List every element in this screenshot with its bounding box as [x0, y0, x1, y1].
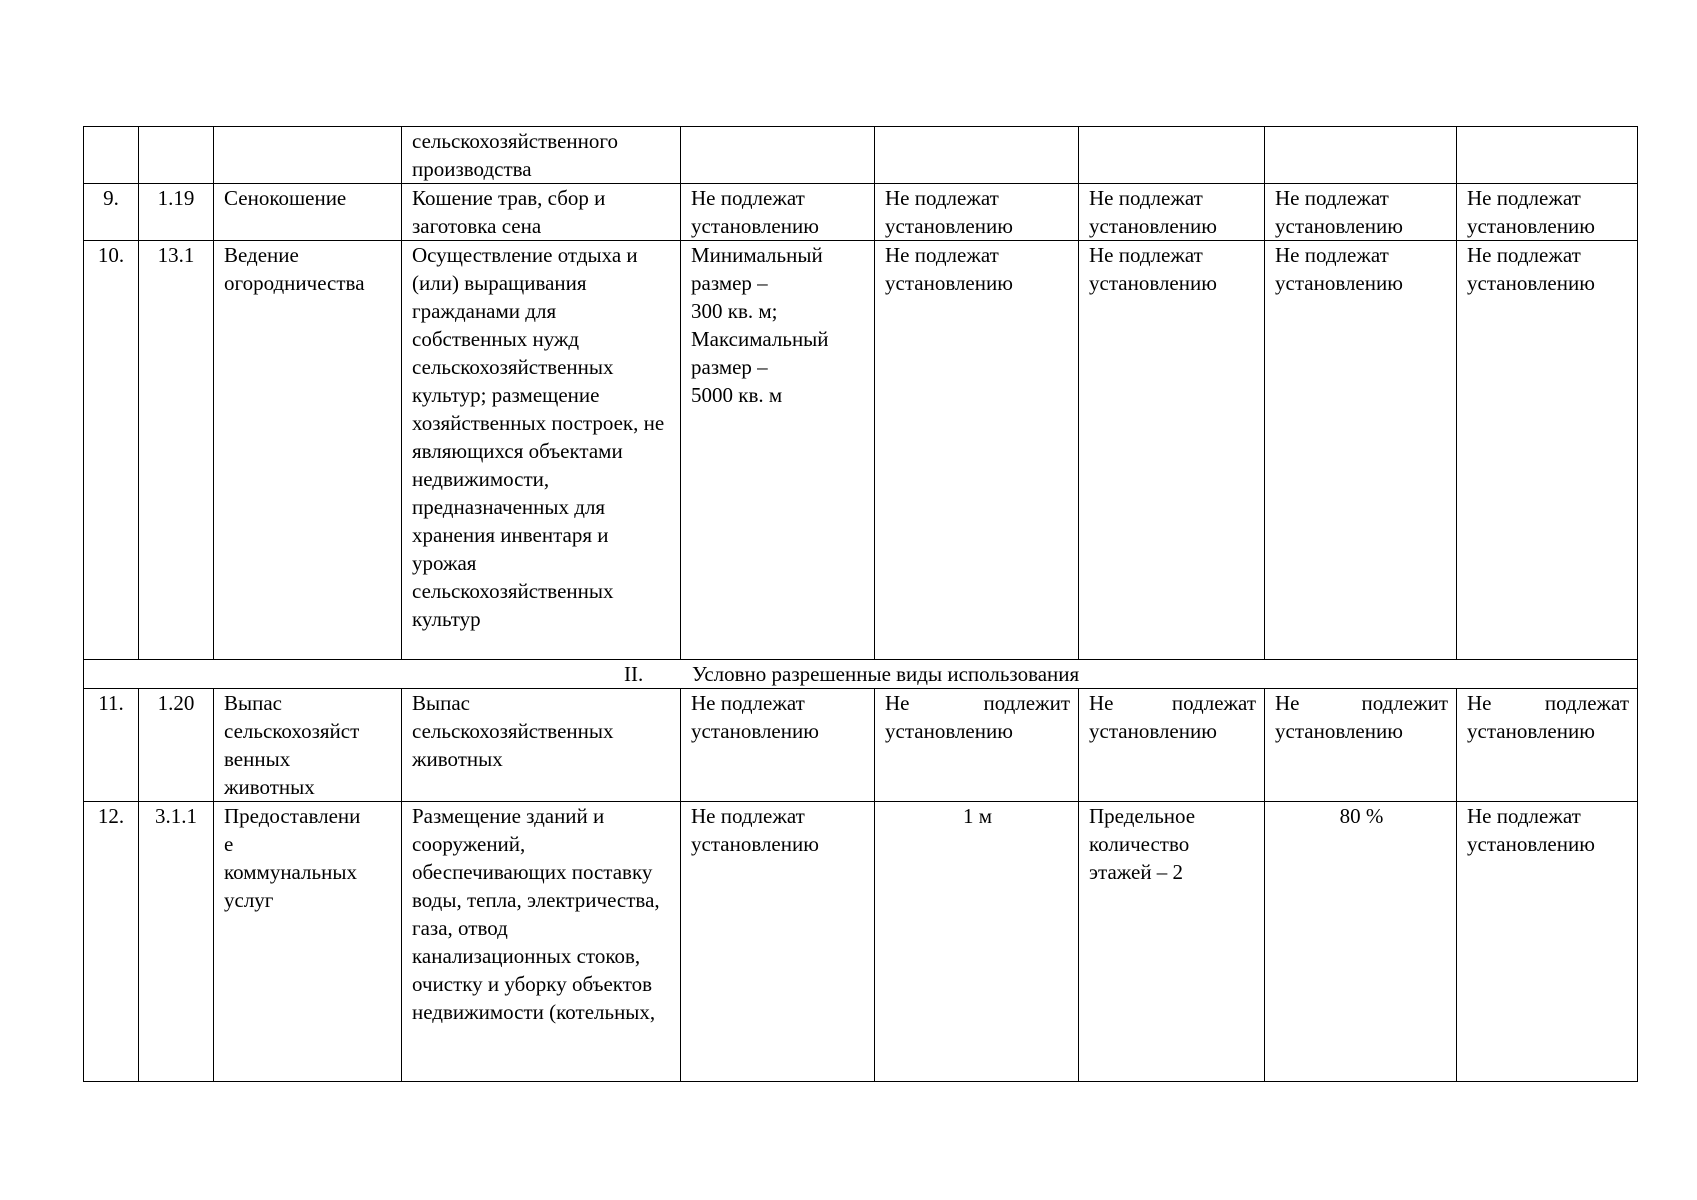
description-cell: Осуществление отдыха и (или) выращивания гражданами для собственных нужд сельскохозяйственных культур; размещение хозяйственных построек, не являющихся объектами недвижимости, предназначенных для хранения инвентаря и урожая сельскохозяйственных культур [402, 241, 681, 660]
param-cell: Не подлежат установлению [1079, 689, 1265, 802]
param-cell: Не подлежат установлению [1079, 241, 1265, 660]
table-row [84, 184, 1638, 241]
param-cell: 80 % [1265, 802, 1457, 1082]
section-header-row [84, 660, 1638, 689]
name-cell [214, 689, 402, 802]
row-number-cell: 11. [84, 689, 139, 802]
param-cell: Не подлежат установлению [1457, 802, 1638, 1082]
row-number-cell: 10. [84, 241, 139, 660]
param-line: размер – [691, 271, 768, 295]
param-line: Предельное [1089, 804, 1196, 828]
param-line: количество [1089, 832, 1190, 856]
param-cell [875, 127, 1079, 184]
param-line: Минимальный [691, 243, 823, 267]
name-cell [214, 802, 402, 1082]
param-cell: Не подлежат установлению [1457, 241, 1638, 660]
param-cell [681, 127, 875, 184]
name-cell: Ведение огородничества [214, 241, 402, 660]
description-cell: Кошение трав, сбор и заготовка сена [402, 184, 681, 241]
param-cell: Не подлежат установлению [681, 802, 875, 1082]
param-cell: Не подлежат установлению [875, 241, 1079, 660]
table-row [84, 802, 1638, 1082]
param-line: 5000 кв. м [691, 383, 783, 407]
param-cell [1079, 127, 1265, 184]
code-cell: 3.1.1 [139, 802, 214, 1082]
param-cell: Не подлежат установлению [1079, 184, 1265, 241]
code-cell: 13.1 [139, 241, 214, 660]
param-cell: Не подлежат установлению [875, 184, 1079, 241]
param-line: 300 кв. м; [691, 299, 778, 323]
name-line: животных [224, 775, 315, 799]
param-line: размер – [691, 355, 768, 379]
table-row [84, 689, 1638, 802]
param-cell: Не подлежат установлению [1457, 184, 1638, 241]
row-number-cell [84, 127, 139, 184]
name-line: е [224, 832, 234, 856]
param-cell: Не подлежат установлению [1265, 184, 1457, 241]
row-number-cell: 12. [84, 802, 139, 1082]
name-line: услуг [224, 888, 274, 912]
name-line: коммунальных [224, 860, 357, 884]
param-line: этажей – 2 [1089, 860, 1184, 884]
param-cell: Не подлежат установлению [1265, 241, 1457, 660]
section-title: Условно разрешенные виды использования [692, 662, 1080, 686]
param-cell [1457, 127, 1638, 184]
param-cell [1265, 127, 1457, 184]
code-cell [139, 127, 214, 184]
section-header-cell [84, 660, 1638, 689]
regulations-table [83, 126, 1638, 1082]
code-cell: 1.19 [139, 184, 214, 241]
description-cell: Выпас сельскохозяйственных животных [402, 689, 681, 802]
name-cell [214, 127, 402, 184]
param-line: Максимальный [691, 327, 829, 351]
param-cell: 1 м [875, 802, 1079, 1082]
section-number: II. [624, 662, 644, 686]
code-cell: 1.20 [139, 689, 214, 802]
description-cell: сельскохозяйственного производства [402, 127, 681, 184]
name-line: Предоставлени [224, 804, 361, 828]
table-row [84, 127, 1638, 184]
name-line: Выпас [224, 691, 282, 715]
param-cell [681, 241, 875, 660]
row-number-cell: 9. [84, 184, 139, 241]
param-cell [1079, 802, 1265, 1082]
param-cell: Не подлежит установлению [1265, 689, 1457, 802]
name-cell: Сенокошение [214, 184, 402, 241]
param-cell: Не подлежат установлению [1457, 689, 1638, 802]
name-line: венных [224, 747, 291, 771]
param-cell: Не подлежит установлению [875, 689, 1079, 802]
param-cell: Не подлежат установлению [681, 184, 875, 241]
name-line: сельскохозяйст [224, 719, 360, 743]
table-row [84, 241, 1638, 660]
description-cell: Размещение зданий и сооружений, обеспечивающих поставку воды, тепла, электричества, газа, отвод канализационных стоков, очистку и уборку объектов недвижимости (котельных, [402, 802, 681, 1082]
param-cell: Не подлежат установлению [681, 689, 875, 802]
